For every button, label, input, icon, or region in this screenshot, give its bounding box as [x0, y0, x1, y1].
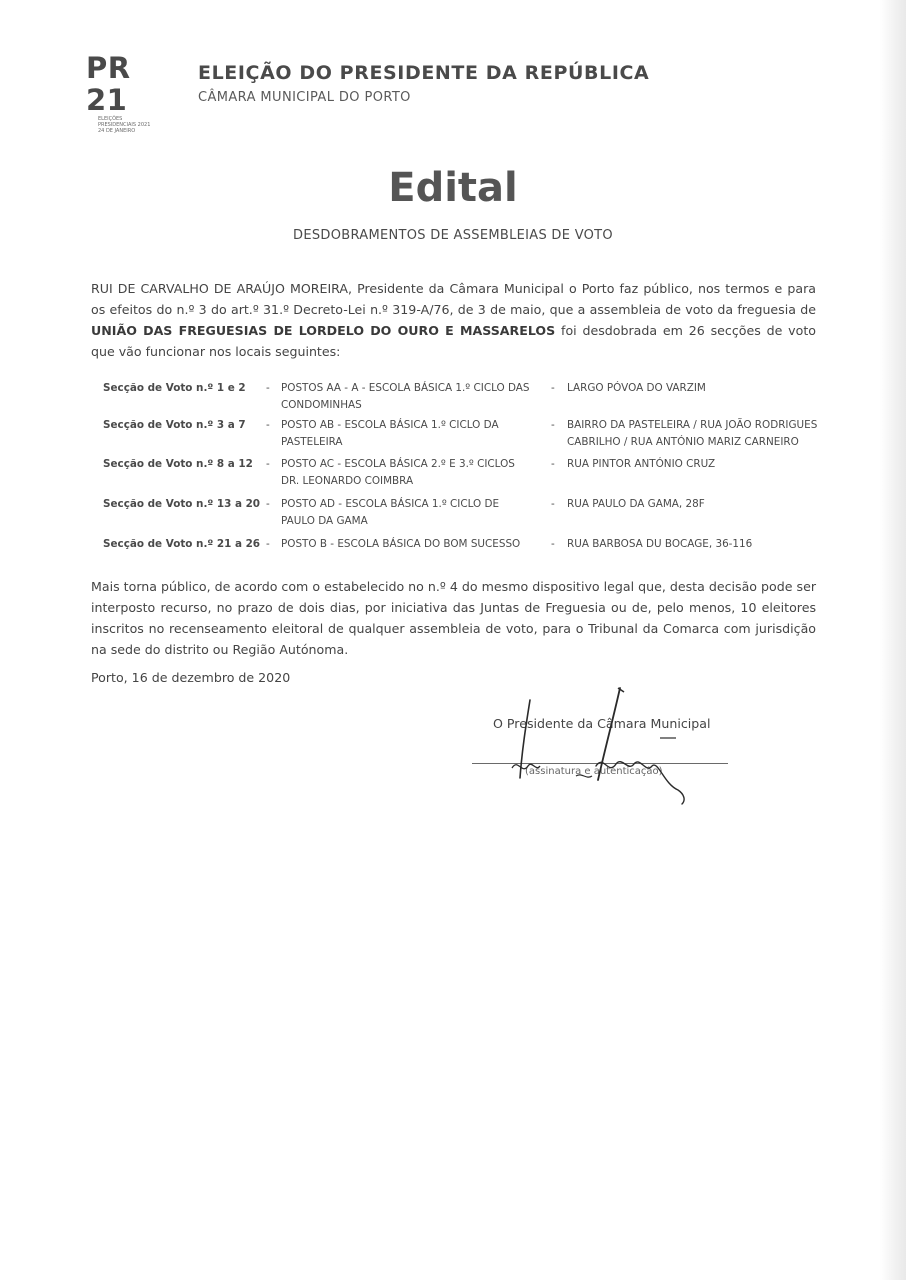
separator-dash: -: [266, 419, 270, 431]
table-row: [103, 380, 833, 417]
polling-station: POSTO AD - ESCOLA BÁSICA 1.º CICLO DE PAULO DA GAMA: [281, 498, 500, 527]
logo-sub-line: ELEIÇÕES: [98, 116, 123, 122]
separator-dash: -: [551, 498, 555, 510]
separator-dash: -: [551, 458, 555, 470]
signature-caption: (assinatura e autenticação): [525, 766, 663, 777]
table-row: [103, 456, 833, 496]
logo-main-text: PR 21: [86, 51, 131, 117]
intro-text-part2: foi desdobrada em 26 secções de voto que vão funcionar nos locais seguintes:: [91, 323, 816, 359]
parish-name: UNIÃO DAS FREGUESIAS DE LORDELO DO OURO E MASSARELOS: [91, 323, 556, 338]
separator-dash: -: [266, 382, 270, 394]
station-address: BAIRRO DA PASTELEIRA / RUA JOÃO RODRIGUES CABRILHO / RUA ANTÓNIO MARIZ CARNEIRO: [567, 419, 818, 448]
handwritten-signature: [500, 680, 700, 810]
logo-sub-line: 24 DE JANEIRO: [98, 128, 136, 134]
section-number: Secção de Voto n.º 21 a 26: [103, 538, 261, 550]
table-row: [103, 536, 833, 558]
intro-paragraph: [91, 278, 816, 362]
sections-table: [103, 380, 833, 558]
table-row: [103, 417, 833, 456]
intro-text-part1: RUI DE CARVALHO DE ARAÚJO MOREIRA, Presidente da Câmara Municipal o Porto faz público, nos termos e para os efeitos do n.º 3 do art.º 31.º Decreto-Lei n.º 319-A/76, de 3 de maio, que a assembleia de voto da freguesia de: [91, 281, 816, 317]
pr21-logo: [86, 52, 176, 134]
separator-dash: -: [551, 382, 555, 394]
section-number: Secção de Voto n.º 8 a 12: [103, 458, 253, 470]
separator-dash: -: [266, 498, 270, 510]
signatory-title: O Presidente da Câmara Municipal: [493, 716, 711, 731]
separator-dash: -: [266, 538, 270, 550]
section-number: Secção de Voto n.º 13 a 20: [103, 498, 261, 510]
table-row: [103, 496, 833, 536]
closing-paragraph: Mais torna público, de acordo com o estabelecido no n.º 4 do mesmo dispositivo legal que, desta decisão pode ser interposto recurso, no prazo de dois dias, por iniciativa das Juntas de Freguesia ou de, pelo menos, 10 eleitores inscritos no recenseamento eleitoral de qualquer assembleia de voto, para o Tribunal da Comarca com jurisdição na sede do distrito ou Região Autónoma.: [91, 579, 816, 657]
polling-station: POSTO AB - ESCOLA BÁSICA 1.º CICLO DA PASTELEIRA: [281, 419, 499, 448]
section-number: Secção de Voto n.º 3 a 7: [103, 419, 246, 431]
station-address: RUA PAULO DA GAMA, 28F: [567, 498, 705, 510]
separator-dash: -: [551, 419, 555, 431]
document-date: Porto, 16 de dezembro de 2020: [91, 670, 291, 685]
header-title: ELEIÇÃO DO PRESIDENTE DA REPÚBLICA: [198, 62, 650, 84]
section-number: Secção de Voto n.º 1 e 2: [103, 382, 246, 394]
station-address: LARGO PÓVOA DO VARZIM: [567, 382, 706, 394]
logo-sub-line: PRESIDENCIAIS 2021: [98, 122, 151, 128]
separator-dash: -: [551, 538, 555, 550]
document-subtitle: DESDOBRAMENTOS DE ASSEMBLEIAS DE VOTO: [293, 228, 613, 243]
polling-station: POSTOS AA - A - ESCOLA BÁSICA 1.º CICLO DAS CONDOMINHAS: [281, 382, 530, 411]
polling-station: POSTO B - ESCOLA BÁSICA DO BOM SUCESSO: [281, 538, 521, 550]
station-address: RUA PINTOR ANTÓNIO CRUZ: [567, 458, 716, 470]
header-subtitle: CÂMARA MUNICIPAL DO PORTO: [198, 90, 411, 105]
separator-dash: -: [266, 458, 270, 470]
polling-station: POSTO AC - ESCOLA BÁSICA 2.º E 3.º CICLOS DR. LEONARDO COIMBRA: [281, 458, 515, 487]
document-title: Edital: [388, 165, 518, 211]
station-address: RUA BARBOSA DU BOCAGE, 36-116: [567, 538, 753, 550]
